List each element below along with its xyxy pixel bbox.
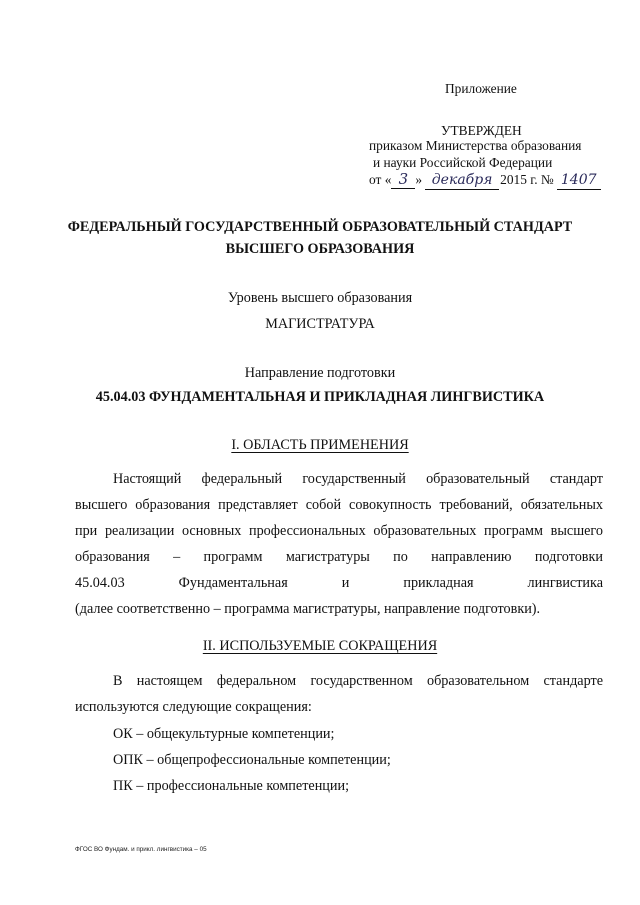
abbreviation-item: ПК – профессиональные компетенции; [113, 778, 350, 794]
section-1-line: высшего образования представляет собой совокупность требований, обязательных [75, 497, 603, 513]
section-1-line: (далее соответственно – программа магистратуры, направление подготовки). [75, 601, 541, 617]
document-title-line-1: ФЕДЕРАЛЬНЫЙ ГОСУДАРСТВЕННЫЙ ОБРАЗОВАТЕЛЬНЫЙ СТАНДАРТ [67, 219, 573, 235]
direction-value: 45.04.03 ФУНДАМЕНТАЛЬНАЯ И ПРИКЛАДНАЯ ЛИНГВИСТИКА [95, 389, 545, 405]
section-2-intro-line: В настоящем федеральном государственном образовательном стандарте [113, 673, 603, 689]
page-footer: ФГОС ВО Фундам. и прикл. лингвистика – 05 [75, 846, 207, 853]
order-number-handwritten: 1407 [557, 172, 601, 190]
section-1-heading: I. ОБЛАСТЬ ПРИМЕНЕНИЯ [231, 437, 409, 453]
section-2-heading: II. ИСПОЛЬЗУЕМЫЕ СОКРАЩЕНИЯ [202, 638, 438, 654]
order-date-line [369, 171, 601, 190]
order-month-handwritten: декабря [425, 172, 499, 190]
section-1-line: Настоящий федеральный государственный образовательный стандарт [113, 471, 603, 487]
order-line-1: приказом Министерства образования [369, 138, 582, 153]
appendix-label: Приложение [445, 81, 517, 96]
section-1-line: при реализации основных профессиональных образовательных программ высшего [75, 523, 603, 539]
date-mid: » [415, 172, 423, 187]
order-line-2: и науки Российской Федерации [373, 155, 553, 170]
abbreviation-item: ОК – общекультурные компетенции; [113, 726, 335, 742]
education-level-label: Уровень высшего образования [227, 290, 413, 306]
order-day-handwritten: 3 [391, 171, 415, 189]
abbreviation-item: ОПК – общепрофессиональные компетенции; [113, 752, 391, 768]
approved-label: УТВЕРЖДЕН [441, 123, 522, 138]
order-year: 2015 г. № [500, 172, 554, 187]
date-prefix: от « [369, 172, 392, 187]
document-title-line-2: ВЫСШЕГО ОБРАЗОВАНИЯ [225, 241, 415, 257]
section-1-line: образования – программ магистратуры по направлению подготовки [75, 549, 603, 565]
section-1-line: 45.04.03 Фундаментальная и прикладная лингвистика [75, 575, 603, 591]
section-2-intro-line: используются следующие сокращения: [75, 699, 312, 715]
education-level-value: МАГИСТРАТУРА [265, 316, 375, 332]
direction-label: Направление подготовки [244, 365, 396, 381]
